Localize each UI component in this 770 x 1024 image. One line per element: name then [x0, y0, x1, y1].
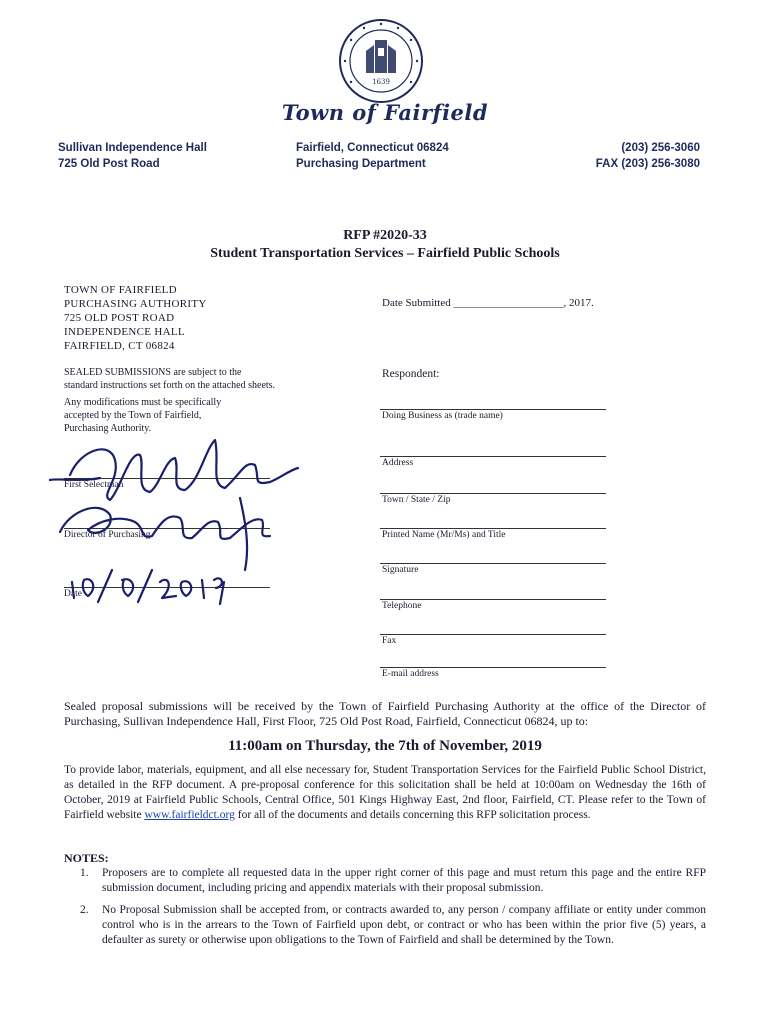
handwritten-signatures [40, 420, 340, 610]
header-building: Sullivan Independence Hall [58, 142, 207, 154]
seal-year: 1639 [372, 78, 390, 86]
date-submitted-field: Date Submitted ____________________, 2017. [382, 297, 594, 309]
signature-field-label: Signature [382, 565, 419, 575]
first-selectman-label: First Selectman [64, 480, 124, 490]
note-line: SEALED SUBMISSIONS are subject to the [64, 367, 242, 378]
telephone-label: Telephone [382, 601, 422, 611]
note-text: No Proposal Submission shall be accepted from, or contracts awarded to, any person / company affiliate or entity under common control who is in the arrears to the Town of Fairfield upon debt, or contract or who has been within the prior five (5) years, a defaulter as surety or otherwise upon obligations to the Town of Fairfield and shall be determined by the Town. [102, 904, 706, 946]
town-name-heading: Town of Fairfield [281, 100, 489, 125]
note-number: 2. [80, 904, 89, 916]
address-line: TOWN OF FAIRFIELD [64, 284, 177, 296]
email-line [380, 667, 606, 668]
respondent-label: Respondent: [382, 368, 440, 380]
notes-heading: NOTES: [64, 851, 109, 865]
director-signature [60, 508, 270, 539]
signature-field-line [380, 563, 606, 564]
town-state-zip-line [380, 493, 606, 494]
scope-text-before: To provide labor, materials, equipment, and all else necessary for, Student Transportation Services for the Fairfield Public School District, as detailed in the RFP document. A pre-proposal conference for this solicitation shall be held at 10:00am on Wednesday the 16th of October, 2019 at Fairfield Public Schools, Central Office, 501 Kings Highway East, 2nd floor, Fairfield, CT. Please refer to the Town of Fairfield website [64, 764, 706, 821]
header-address [58, 140, 207, 172]
rfp-number: RFP #2020-33 [343, 228, 427, 243]
telephone-line [380, 599, 606, 600]
printed-name-label: Printed Name (Mr/Ms) and Title [382, 530, 506, 540]
note-line: Any modifications must be specifically [64, 397, 222, 408]
authority-address [64, 283, 207, 353]
trade-name-line [380, 409, 606, 410]
website-link[interactable]: www.fairfieldct.org [144, 809, 235, 821]
note-number: 1. [80, 867, 89, 879]
address-line: INDEPENDENCE HALL [64, 326, 185, 338]
rfp-title: Student Transportation Services – Fairfield Public Schools [210, 246, 560, 261]
sealed-submissions-note [64, 366, 275, 392]
printed-name-line [380, 528, 606, 529]
note-line: Purchasing Authority. [64, 423, 152, 434]
header-phone-number: (203) 256-3060 [621, 142, 700, 154]
scope-paragraph [64, 763, 706, 823]
town-state-zip-label: Town / State / Zip [382, 495, 451, 505]
handwritten-date [72, 570, 224, 604]
address-line: PURCHASING AUTHORITY [64, 298, 207, 310]
email-label: E-mail address [382, 669, 439, 679]
note-line: accepted by the Town of Fairfield, [64, 410, 202, 421]
deadline-heading: 11:00am on Thursday, the 7th of November, 2019 [228, 738, 542, 754]
address-line: FAIRFIELD, CT 06824 [64, 340, 175, 352]
header-city: Fairfield, Connecticut 06824 [296, 142, 449, 154]
note-line: standard instructions set forth on the attached sheets. [64, 380, 276, 391]
address-line: 725 OLD POST ROAD [64, 312, 175, 324]
town-seal-icon [338, 18, 424, 104]
date-label: Date [64, 589, 82, 599]
header-department [296, 140, 449, 172]
note-text: Proposers are to complete all requested data in the upper right corner of this page and must return this page and the entire RFP submission document, including pricing and appendix materials with their proposal submission. [102, 867, 706, 894]
address-field-label: Address [382, 458, 414, 468]
header-street: 725 Old Post Road [58, 158, 160, 170]
note-item [80, 903, 706, 948]
fax-line [380, 634, 606, 635]
fax-label: Fax [382, 636, 397, 646]
note-item [80, 866, 706, 896]
director-label: Director of Purchasing [64, 530, 151, 540]
scope-text-after: for all of the documents and details concerning this RFP solicitation process. [234, 809, 591, 821]
address-line-field [380, 456, 606, 457]
header-dept-name: Purchasing Department [296, 158, 426, 170]
header-phone [584, 140, 700, 172]
submission-paragraph: Sealed proposal submissions will be received by the Town of Fairfield Purchasing Authority at the office of the Director of Purchasing, Sullivan Independence Hall, First Floor, 725 Old Post Road, Fairfield, Connecticut 06824, up to: [64, 699, 706, 728]
selectman-signature [70, 440, 298, 500]
trade-name-label: Doing Business as (trade name) [382, 411, 503, 421]
header-fax-number: FAX (203) 256-3080 [595, 158, 700, 170]
